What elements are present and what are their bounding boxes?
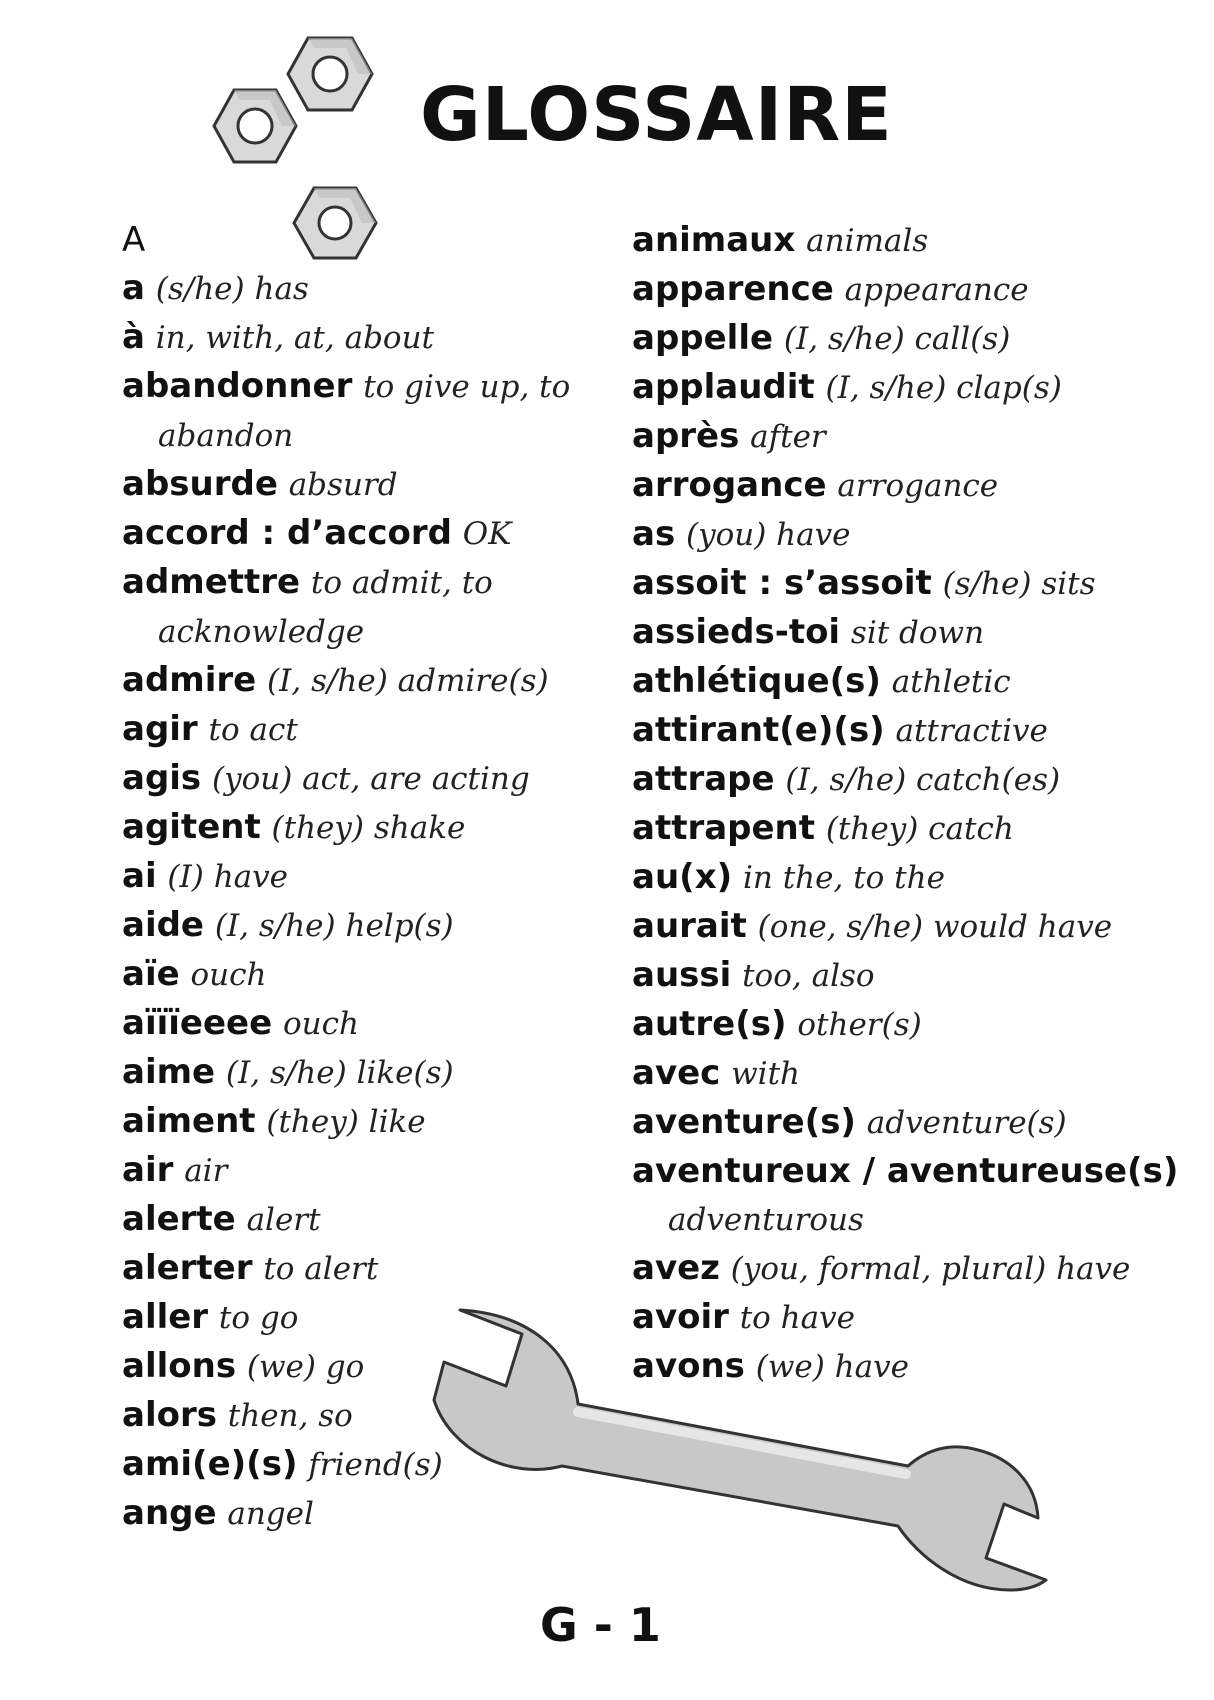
hex-nut-icon bbox=[286, 34, 374, 114]
entry-word: assieds-toi bbox=[632, 612, 841, 652]
entry-word: aime bbox=[122, 1052, 216, 1092]
wrench-icon bbox=[430, 1290, 1050, 1600]
entry-definition: air bbox=[184, 1153, 228, 1189]
glossary-entry bbox=[122, 852, 592, 901]
glossary-entry bbox=[122, 1244, 592, 1293]
entry-word: aller bbox=[122, 1297, 209, 1337]
entry-definition: to go bbox=[218, 1300, 299, 1336]
glossary-entry bbox=[122, 313, 592, 362]
entry-word: attrape bbox=[632, 759, 775, 799]
glossary-entry bbox=[632, 1049, 1192, 1098]
entry-word: ange bbox=[122, 1493, 217, 1533]
entry-word: aurait bbox=[632, 906, 747, 946]
glossary-entry bbox=[632, 314, 1192, 363]
glossary-entry bbox=[122, 1195, 592, 1244]
glossary-entry bbox=[632, 412, 1192, 461]
entry-definition: (they) catch bbox=[825, 811, 1014, 847]
section-letter: A bbox=[122, 220, 146, 260]
entry-word: avez bbox=[632, 1248, 720, 1288]
glossary-entry bbox=[122, 558, 592, 656]
entry-word: accord : d’accord bbox=[122, 513, 452, 553]
entry-definition: sit down bbox=[850, 615, 985, 651]
entry-definition: (they) shake bbox=[271, 810, 466, 846]
entry-word: absurde bbox=[122, 464, 278, 504]
entry-word: autre(s) bbox=[632, 1004, 787, 1044]
glossary-entry bbox=[632, 853, 1192, 902]
entry-definition: (s/he) has bbox=[155, 271, 309, 307]
entry-definition: attractive bbox=[895, 713, 1048, 749]
page-title: GLOSSAIRE bbox=[420, 72, 893, 158]
entry-word: agitent bbox=[122, 807, 261, 847]
entry-word: abandonner bbox=[122, 366, 353, 406]
glossary-entry bbox=[122, 754, 592, 803]
glossary-entry bbox=[632, 265, 1192, 314]
entry-word: attrapent bbox=[632, 808, 816, 848]
glossary-entry bbox=[632, 461, 1192, 510]
glossary-entry bbox=[632, 706, 1192, 755]
entry-definition: in, with, at, about bbox=[155, 320, 434, 356]
entry-word: avec bbox=[632, 1053, 721, 1093]
entry-definition: other(s) bbox=[797, 1007, 922, 1043]
glossary-entry bbox=[632, 804, 1192, 853]
entry-word: a bbox=[122, 268, 145, 308]
glossary-entry bbox=[122, 362, 592, 460]
entry-word: admettre bbox=[122, 562, 301, 602]
entry-definition: (I, s/he) like(s) bbox=[225, 1055, 454, 1091]
glossary-entry bbox=[632, 510, 1192, 559]
glossary-entry bbox=[632, 559, 1192, 608]
entry-definition: with bbox=[731, 1056, 801, 1092]
entry-definition: (I) have bbox=[167, 859, 289, 895]
glossary-entry bbox=[122, 1048, 592, 1097]
glossary-entry bbox=[122, 656, 592, 705]
glossary-entry bbox=[632, 1098, 1192, 1147]
entry-word: alerter bbox=[122, 1248, 253, 1288]
entry-definition: to act bbox=[208, 712, 298, 748]
entry-word: athlétique(s) bbox=[632, 661, 881, 701]
entry-definition: ouch bbox=[282, 1006, 359, 1042]
entry-definition: (I, s/he) catch(es) bbox=[785, 762, 1061, 798]
entry-word: alors bbox=[122, 1395, 217, 1435]
glossary-entry bbox=[632, 951, 1192, 1000]
glossary-entry bbox=[632, 608, 1192, 657]
glossary-entry bbox=[122, 460, 592, 509]
glossary-entry bbox=[122, 705, 592, 754]
entry-definition: athletic bbox=[891, 664, 1011, 700]
glossary-entry bbox=[122, 803, 592, 852]
entry-definition: arrogance bbox=[837, 468, 999, 504]
entry-word: ai bbox=[122, 856, 157, 896]
entry-definition: to give up, to abandon bbox=[158, 369, 571, 454]
entry-definition: (one, s/he) would have bbox=[757, 909, 1113, 945]
entry-word: assoit : s’assoit bbox=[632, 563, 932, 603]
entry-definition: (I, s/he) call(s) bbox=[783, 321, 1011, 357]
entry-definition: angel bbox=[227, 1496, 314, 1532]
entry-definition: alert bbox=[246, 1202, 321, 1238]
glossary-column-right bbox=[632, 216, 1192, 1391]
entry-word: agir bbox=[122, 709, 198, 749]
glossary-entry bbox=[122, 1146, 592, 1195]
glossary-entry bbox=[122, 950, 592, 999]
entry-definition: (you, formal, plural) have bbox=[730, 1251, 1131, 1287]
entry-definition: friend(s) bbox=[308, 1447, 443, 1483]
entry-word: aussi bbox=[632, 955, 732, 995]
entry-word: alerte bbox=[122, 1199, 236, 1239]
glossary-entry bbox=[632, 1000, 1192, 1049]
page-number: G - 1 bbox=[540, 1598, 661, 1652]
entry-definition: (we) have bbox=[755, 1349, 909, 1385]
entry-definition: adventurous bbox=[668, 1202, 864, 1238]
entry-definition: adventure(s) bbox=[866, 1105, 1067, 1141]
entry-definition: OK bbox=[462, 516, 512, 552]
glossary-entry bbox=[632, 1244, 1192, 1293]
entry-definition: (s/he) sits bbox=[942, 566, 1096, 602]
entry-word: au(x) bbox=[632, 857, 733, 897]
entry-definition: (I, s/he) help(s) bbox=[214, 908, 454, 944]
entry-word: allons bbox=[122, 1346, 237, 1386]
entry-word: air bbox=[122, 1150, 174, 1190]
entry-definition: appearance bbox=[844, 272, 1029, 308]
entry-word: attirant(e)(s) bbox=[632, 710, 885, 750]
entry-definition: (you) act, are acting bbox=[212, 761, 530, 797]
entry-word: aventureux / aventureuse(s) bbox=[632, 1151, 1179, 1191]
entry-word: aïe bbox=[122, 954, 180, 994]
entry-word: apparence bbox=[632, 269, 834, 309]
entry-definition: ouch bbox=[190, 957, 267, 993]
entry-word: avons bbox=[632, 1346, 745, 1386]
entry-definition: to have bbox=[739, 1300, 855, 1336]
entry-word: à bbox=[122, 317, 145, 357]
entry-word: avoir bbox=[632, 1297, 729, 1337]
entry-word: appelle bbox=[632, 318, 774, 358]
glossary-entry bbox=[122, 999, 592, 1048]
glossary-entry bbox=[632, 216, 1192, 265]
entry-definition: (I, s/he) admire(s) bbox=[267, 663, 549, 699]
glossary-entry bbox=[632, 1147, 1192, 1244]
entry-word: ami(e)(s) bbox=[122, 1444, 298, 1484]
entry-word: aide bbox=[122, 905, 204, 945]
glossary-entry bbox=[632, 755, 1192, 804]
entry-word: as bbox=[632, 514, 676, 554]
entry-definition: animals bbox=[806, 223, 929, 259]
glossary-entry bbox=[632, 363, 1192, 412]
entry-word: après bbox=[632, 416, 740, 456]
entry-definition: to alert bbox=[263, 1251, 379, 1287]
entry-word: animaux bbox=[632, 220, 796, 260]
entry-word: arrogance bbox=[632, 465, 827, 505]
entry-word: admire bbox=[122, 660, 257, 700]
glossary-entry bbox=[122, 1097, 592, 1146]
glossary-entry bbox=[122, 901, 592, 950]
entry-word: agis bbox=[122, 758, 202, 798]
entry-definition: (you) have bbox=[686, 517, 851, 553]
entry-definition: (I, s/he) clap(s) bbox=[825, 370, 1062, 406]
entry-word: aventure(s) bbox=[632, 1102, 856, 1142]
entry-word: applaudit bbox=[632, 367, 815, 407]
entry-definition: too, also bbox=[742, 958, 875, 994]
glossary-entry bbox=[632, 902, 1192, 951]
entry-definition: (they) like bbox=[266, 1104, 426, 1140]
entry-word: aïïïeeee bbox=[122, 1003, 273, 1043]
entry-definition: after bbox=[750, 419, 826, 455]
entry-definition: in the, to the bbox=[742, 860, 945, 896]
glossary-entry bbox=[122, 264, 592, 313]
entry-definition: then, so bbox=[227, 1398, 353, 1434]
entry-definition: absurd bbox=[288, 467, 398, 503]
entry-definition: to admit, to acknowledge bbox=[158, 565, 493, 650]
entry-word: aiment bbox=[122, 1101, 256, 1141]
entry-definition: (we) go bbox=[246, 1349, 365, 1385]
glossary-entry bbox=[122, 509, 592, 558]
glossary-entry bbox=[632, 657, 1192, 706]
